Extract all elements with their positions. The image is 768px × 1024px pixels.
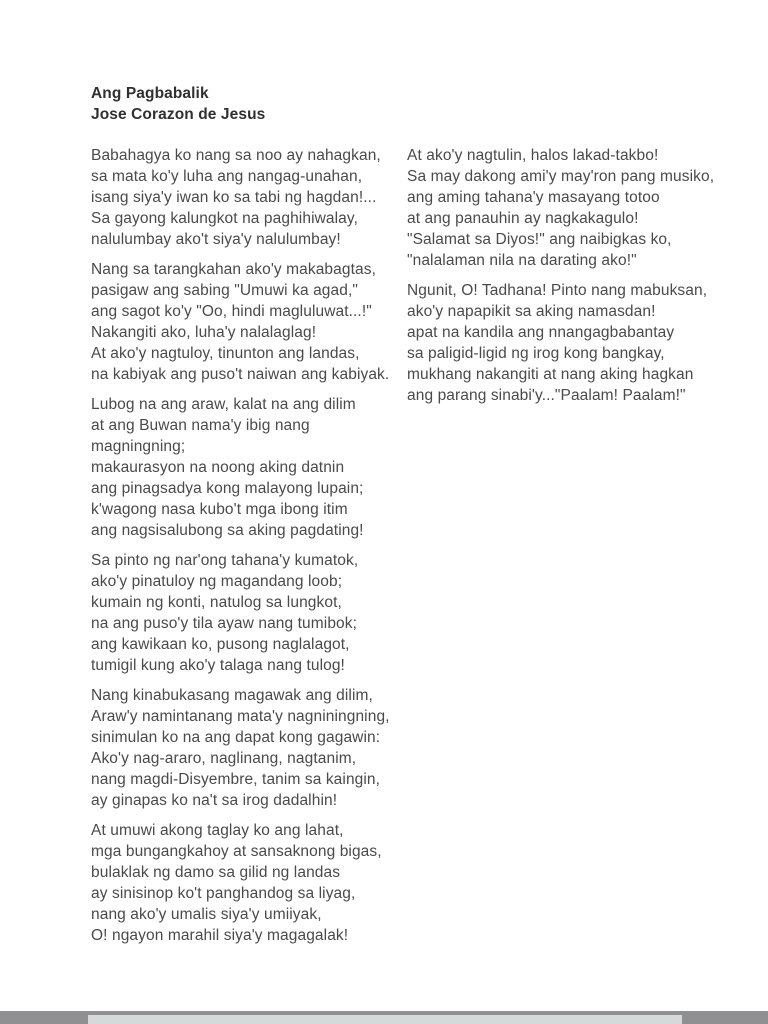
poem-line: Sa may dakong ami'y may'ron pang musiko,: [407, 168, 715, 185]
poem-line: magningning;: [91, 438, 186, 455]
poem-line: ang pinagsadya kong malayong lupain;: [91, 480, 364, 497]
poem-line: Nang sa tarangkahan ako'y makabagtas,: [91, 261, 376, 278]
poem-line: ay sinisinop ko't panghandog sa liyag,: [91, 885, 356, 902]
stanza: [91, 145, 407, 250]
poem-line: O! ngayon marahil siya'y magagalak!: [91, 927, 349, 944]
poem-line: kumain ng konti, natulog sa lungkot,: [91, 594, 342, 611]
poem-line: "nalalaman nila na darating ako!": [407, 252, 637, 269]
stanza: [407, 145, 758, 271]
poem-author: Jose Corazon de Jesus: [91, 106, 266, 123]
poem-line: ang parang sinabi'y..."Paalam! Paalam!": [407, 387, 686, 404]
poem-line: At ako'y nagtulin, halos lakad-takbo!: [407, 147, 659, 164]
poem-line: isang siya'y iwan ko sa tabi ng hagdan!...: [91, 189, 377, 206]
poem-line: ang sagot ko'y "Oo, hindi magluluwat...!": [91, 303, 372, 320]
next-page-edge: [88, 1015, 682, 1024]
poem-line: Ngunit, O! Tadhana! Pinto nang mabuksan,: [407, 282, 708, 299]
poem-line: at ang panauhin ay nagkakagulo!: [407, 210, 639, 227]
poem-line: sa mata ko'y luha ang nangag-unahan,: [91, 168, 363, 185]
poem-line: Sa pinto ng nar'ong tahana'y kumatok,: [91, 552, 359, 569]
poem-line: Nakangiti ako, luha'y nalalaglag!: [91, 324, 317, 341]
poem-body: [91, 145, 758, 955]
poem-line: nalulumbay ako't siya'y nalulumbay!: [91, 231, 341, 248]
stanza: [91, 259, 407, 385]
poem-line: bulaklak ng damo sa gilid ng landas: [91, 864, 341, 881]
stanza: [407, 280, 758, 406]
poem-title: Ang Pagbabalik: [91, 85, 209, 102]
poem-line: ang aming tahana'y masayang totoo: [407, 189, 660, 206]
poem-line: k'wagong nasa kubo't mga ibong itim: [91, 501, 348, 518]
poem-line: At umuwi akong taglay ko ang lahat,: [91, 822, 344, 839]
stanza: [91, 685, 407, 811]
poem-line: nang ako'y umalis siya'y umiiyak,: [91, 906, 322, 923]
poem-line: makaurasyon na noong aking datnin: [91, 459, 345, 476]
poem-line: ang kawikaan ko, pusong naglalagot,: [91, 636, 350, 653]
poem-line: Babahagya ko nang sa noo ay nahagkan,: [91, 147, 381, 164]
poem-line: ay ginapas ko na't sa irog dadalhin!: [91, 792, 338, 809]
poem-line: "Salamat sa Diyos!" ang naibigkas ko,: [407, 231, 672, 248]
stanza: [91, 550, 407, 676]
poem-line: tumigil kung ako'y talaga nang tulog!: [91, 657, 345, 674]
poem-line: pasigaw ang sabing "Umuwi ka agad,": [91, 282, 358, 299]
poem-line: na kabiyak ang puso't naiwan ang kabiyak.: [91, 366, 390, 383]
stanza: [91, 394, 407, 541]
poem-line: Nang kinabukasang magawak ang dilim,: [91, 687, 373, 704]
poem-line: nang magdi-Disyembre, tanim sa kaingin,: [91, 771, 381, 788]
poem-line: sinimulan ko na ang dapat kong gagawin:: [91, 729, 381, 746]
poem-line: mukhang nakangiti at nang aking hagkan: [407, 366, 694, 383]
poem-line: Lubog na ang araw, kalat na ang dilim: [91, 396, 356, 413]
poem-line: ako'y napapikit sa aking namasdan!: [407, 303, 656, 320]
poem-line: At ako'y nagtuloy, tinunton ang landas,: [91, 345, 360, 362]
poem-line: ang nagsisalubong sa aking pagdating!: [91, 522, 364, 539]
poem-column-right: [407, 145, 758, 415]
poem-line: mga bungangkahoy at sansaknong bigas,: [91, 843, 382, 860]
poem-line: Araw'y namintanang mata'y nagniningning,: [91, 708, 390, 725]
poem-line: sa paligid-ligid ng irog kong bangkay,: [407, 345, 665, 362]
stanza: [91, 820, 407, 946]
poem-line: Ako'y nag-araro, naglinang, nagtanim,: [91, 750, 357, 767]
poem-line: ako'y pinatuloy ng magandang loob;: [91, 573, 343, 590]
poem-line: at ang Buwan nama'y ibig nang: [91, 417, 310, 434]
poem-line: apat na kandila ang nnangagbabantay: [407, 324, 675, 341]
poem-column-left: [91, 145, 407, 955]
poem-header: [91, 83, 265, 125]
poem-line: Sa gayong kalungkot na paghihiwalay,: [91, 210, 359, 227]
poem-line: na ang puso'y tila ayaw nang tumibok;: [91, 615, 358, 632]
page-gap: [0, 1011, 768, 1024]
